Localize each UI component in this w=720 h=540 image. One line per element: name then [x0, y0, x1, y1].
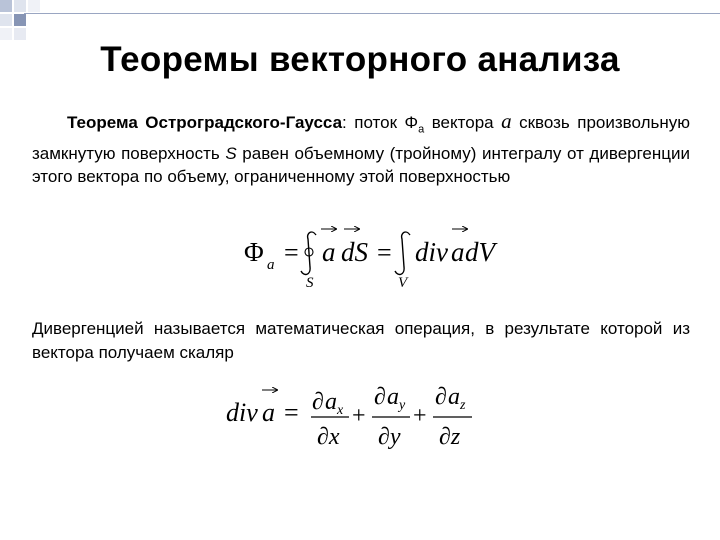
gauss-formula [240, 215, 500, 295]
surface-integral-sign [301, 232, 316, 274]
theorem-paragraph [32, 110, 690, 189]
phi-subscript: a [267, 257, 275, 273]
equals-sign: = [284, 238, 299, 267]
component-subscript: x [337, 403, 344, 418]
phi-symbol: Φ [404, 113, 419, 132]
dS-element: dS [341, 237, 368, 267]
div-operator: div [415, 237, 448, 267]
definition-paragraph [32, 317, 690, 364]
plus-sign: + [352, 403, 366, 429]
slide-title: Теоремы векторного анализа [100, 40, 620, 79]
denominator: ∂z [439, 424, 461, 450]
deco-square [14, 14, 26, 26]
definition-term: Дивергенцией [32, 319, 144, 338]
volume-limit: V [398, 275, 408, 290]
component-a: a [325, 389, 337, 415]
theorem-text-2: вектора [424, 113, 502, 132]
phi-subscript: a [418, 123, 425, 136]
component-subscript: y [399, 398, 406, 413]
theorem-text-4: равен объемному (тройному) интегралу от дивергенции этого вектора по объему, ограниченному этой поверхностью [32, 143, 690, 187]
surface-symbol: S [225, 143, 237, 163]
component-a: a [448, 384, 460, 410]
vector-a: a [451, 237, 465, 267]
divergence-formula [222, 380, 482, 457]
deco-square [0, 28, 12, 40]
theorem-colon: : [342, 113, 347, 132]
partial-symbol: ∂ [374, 384, 386, 410]
divergence-formula-svg [222, 380, 482, 452]
denominator: ∂x [317, 424, 340, 450]
vector-a: a [322, 237, 336, 267]
equals-sign: = [377, 238, 392, 267]
deco-square [0, 0, 12, 12]
vector-symbol: a [501, 109, 512, 133]
theorem-text-1: поток [346, 113, 405, 132]
vector-a: a [262, 398, 275, 427]
component-subscript: z [460, 398, 466, 413]
deco-square [14, 0, 26, 12]
denominator: ∂y [378, 424, 401, 450]
phi-symbol: Φ [244, 237, 264, 267]
equals-sign: = [284, 398, 299, 427]
partial-symbol: ∂ [312, 389, 324, 415]
plus-sign: + [413, 403, 427, 429]
div-operator: div [226, 398, 258, 427]
deco-square [14, 28, 26, 40]
deco-line [24, 13, 720, 14]
volume-integral-sign [395, 232, 410, 274]
deco-square [0, 14, 12, 26]
gauss-formula-svg [240, 215, 500, 290]
component-a: a [387, 384, 399, 410]
theorem-text-3: сквозь произвольную замкнутую поверхность [32, 113, 690, 163]
deco-square [28, 0, 40, 12]
dV-element: dV [465, 237, 495, 267]
theorem-name: Теорема Остроградского-Гаусса [67, 113, 343, 132]
definition-text: называется математическая операция, в результате которой из вектора получаем скаляр [32, 319, 690, 362]
surface-limit: S [306, 275, 314, 290]
partial-symbol: ∂ [435, 384, 447, 410]
